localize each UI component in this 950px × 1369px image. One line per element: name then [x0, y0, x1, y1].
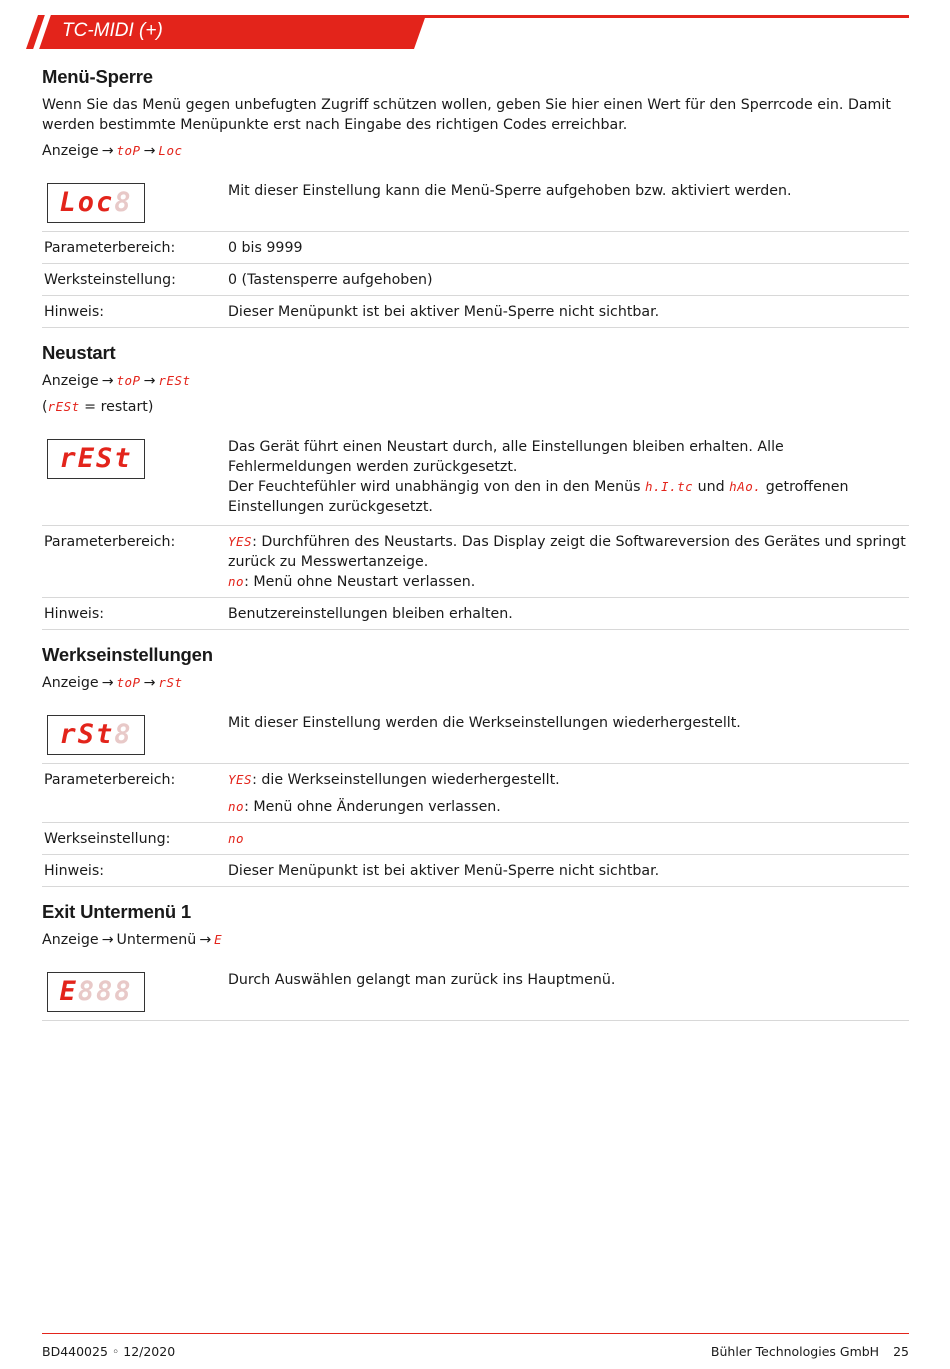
page-content	[42, 66, 909, 1021]
section-heading: Menü-Sperre	[42, 66, 153, 87]
display-description	[228, 437, 909, 517]
section-factory-settings	[42, 644, 909, 887]
param-key: Parameterbereich:	[44, 534, 176, 550]
header-title: TC-MIDI (+)	[62, 20, 163, 41]
option-code: no	[228, 574, 245, 589]
path-code: E	[214, 932, 223, 947]
menu-path	[42, 930, 909, 950]
section-menu-lock	[42, 66, 909, 328]
path-label: Anzeige	[42, 373, 99, 389]
description-line: Das Gerät führt einen Neustart durch, alle Einstellungen bleiben erhalten. Alle Fehlermeldungen werden zurückgesetzt.	[228, 439, 784, 475]
arrow-right-icon: →	[199, 932, 212, 948]
param-value: Dieser Menüpunkt ist bei aktiver Menü-Sperre nicht sichtbar.	[228, 863, 660, 879]
default-code: no	[228, 831, 245, 846]
menu-path	[42, 673, 909, 693]
display-unlit-digit: 8	[114, 719, 133, 750]
path-label: Anzeige	[42, 675, 99, 691]
display-description: Mit dieser Einstellung werden die Werkseinstellungen wiederhergestellt.	[228, 715, 741, 731]
display-unlit-digit: 888	[77, 976, 133, 1007]
param-key: Werksteinstellung:	[44, 272, 176, 288]
display-description: Durch Auswählen gelangt man zurück ins Hauptmenü.	[228, 972, 616, 988]
param-row	[42, 232, 909, 264]
option-code: YES	[228, 772, 253, 787]
param-value	[228, 829, 909, 849]
note-code: rESt	[47, 399, 80, 414]
display-lit-digits: Loc	[59, 187, 115, 218]
param-value: 0 (Tastensperre aufgehoben)	[228, 272, 433, 288]
param-key: Parameterbereich:	[44, 772, 176, 788]
param-row	[42, 264, 909, 296]
footer-company: Bühler Technologies GmbH	[710, 1344, 880, 1359]
param-value: YES: die Werkseinstellungen wiederhergestellt. no: Menü ohne Änderungen verlassen.	[228, 772, 560, 815]
path-code: toP	[116, 143, 141, 158]
description-line: Der Feuchtefühler wird unabhängig von den in den Menüs h.I.tc und hAo. getroffenen Einstellungen zurückgesetzt.	[228, 479, 849, 515]
param-row	[42, 296, 909, 328]
footer-doc-id: BD440025 ◦ 12/2020	[42, 1344, 176, 1359]
display-unlit-digit: 8	[114, 187, 133, 218]
param-value: 0 bis 9999	[228, 240, 303, 256]
path-label: Anzeige	[42, 932, 99, 948]
menu-code: h.I.tc	[645, 479, 694, 494]
display-row	[42, 964, 909, 1021]
param-row	[42, 598, 909, 630]
menu-path	[42, 371, 909, 391]
menu-path	[42, 141, 909, 161]
arrow-right-icon: →	[143, 675, 156, 691]
arrow-right-icon: →	[101, 143, 114, 159]
param-value: Dieser Menüpunkt ist bei aktiver Menü-Sperre nicht sichtbar.	[228, 304, 660, 320]
section-intro: Wenn Sie das Menü gegen unbefugten Zugriff schützen wollen, geben Sie hier einen Wert für den Sperrcode ein. Damit werden bestimmte Menüpunkte erst nach Eingabe des richtigen Codes erreichbar.	[42, 97, 891, 133]
param-key: Werkseinstellung:	[44, 831, 171, 847]
section-heading: Werkseinstellungen	[42, 644, 213, 665]
footer-rule	[42, 1333, 909, 1334]
footer-right	[711, 1344, 909, 1359]
param-row	[42, 764, 909, 823]
param-row	[42, 823, 909, 855]
path-step: Untermenü	[116, 932, 197, 948]
param-key: Hinweis:	[44, 863, 105, 879]
path-code: rSt	[158, 675, 183, 690]
arrow-right-icon: →	[101, 373, 114, 389]
path-label: Anzeige	[42, 143, 99, 159]
seven-segment-display	[47, 439, 145, 479]
note-text: = restart)	[79, 399, 154, 415]
display-row	[42, 707, 909, 764]
path-code: rESt	[158, 373, 191, 388]
display-lit-digits: E	[59, 976, 78, 1007]
param-key: Hinweis:	[44, 606, 105, 622]
display-row	[42, 175, 909, 232]
option-code: YES	[228, 534, 253, 549]
path-code: toP	[116, 675, 141, 690]
param-row	[42, 855, 909, 887]
seven-segment-display	[47, 715, 145, 755]
display-row	[42, 431, 909, 526]
param-key: Parameterbereich:	[44, 240, 176, 256]
header-rule	[420, 15, 909, 18]
section-heading: Neustart	[42, 342, 116, 363]
section-heading: Exit Untermenü 1	[42, 901, 191, 922]
seven-segment-display	[47, 972, 145, 1012]
arrow-right-icon: →	[143, 373, 156, 389]
seven-segment-display	[47, 183, 145, 223]
param-key: Hinweis:	[44, 304, 105, 320]
display-lit-digits: rESt	[59, 443, 133, 474]
page-number: 25	[893, 1344, 909, 1359]
display-lit-digits: rSt	[59, 719, 115, 750]
section-exit-submenu	[42, 901, 909, 1021]
restart-note: (rESt = restart)	[42, 399, 154, 415]
option-code: no	[228, 799, 245, 814]
arrow-right-icon: →	[143, 143, 156, 159]
menu-code: hAo.	[729, 479, 762, 494]
section-restart	[42, 342, 909, 630]
param-row	[42, 526, 909, 598]
arrow-right-icon: →	[101, 932, 114, 948]
path-code: Loc	[158, 143, 183, 158]
display-description: Mit dieser Einstellung kann die Menü-Sperre aufgehoben bzw. aktiviert werden.	[228, 183, 792, 199]
param-value: YES: Durchführen des Neustarts. Das Display zeigt die Softwareversion des Gerätes und springt zurück zu Messwertanzeige. no: Menü ohne Neustart verlassen.	[228, 534, 906, 590]
path-code: toP	[116, 373, 141, 388]
arrow-right-icon: →	[101, 675, 114, 691]
param-value: Benutzereinstellungen bleiben erhalten.	[228, 606, 513, 622]
